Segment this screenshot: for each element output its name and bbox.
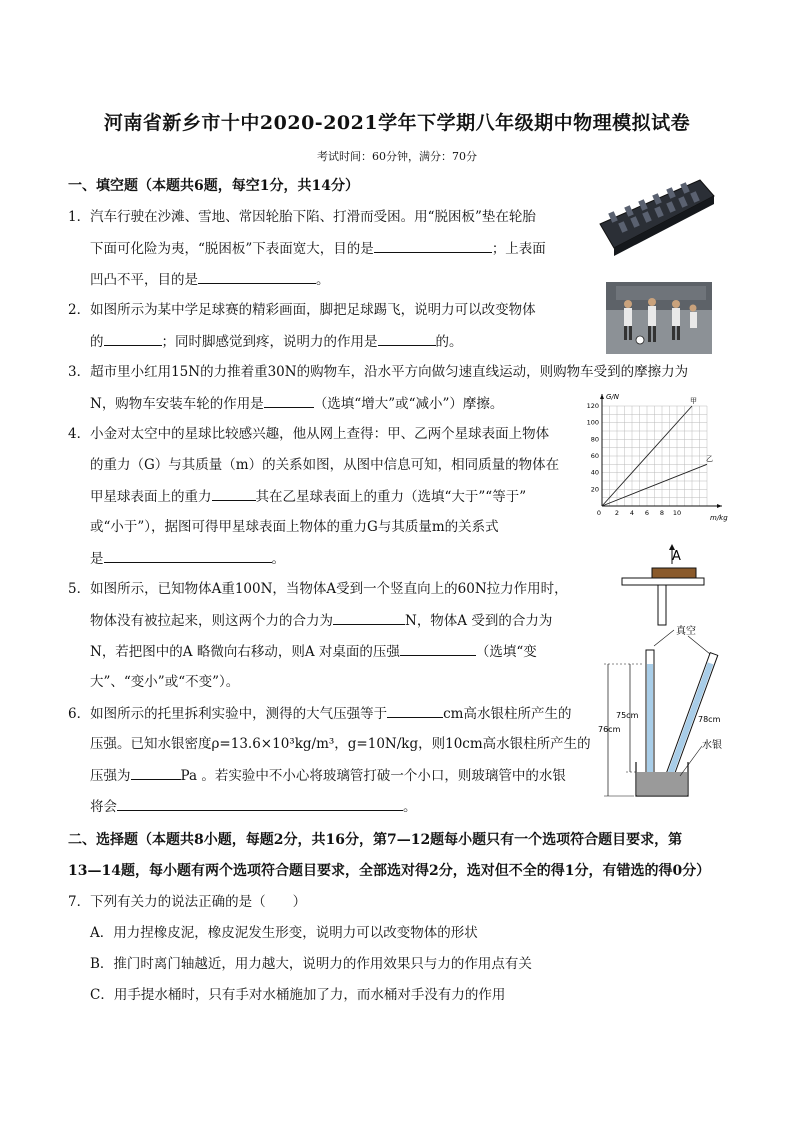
q4-line1: 4．小金对太空中的星球比较感兴趣，他从网上查得：甲、乙两个星球表面上物体	[68, 426, 550, 442]
q1-blank-1[interactable]	[374, 238, 492, 253]
q5-line4: 大”、“变小”或“不变”）。	[90, 674, 240, 690]
q7-option-a[interactable]: A．用力捏橡皮泥，橡皮泥发生形变，说明力可以改变物体的形状	[90, 925, 478, 941]
q6-blank-1[interactable]	[387, 703, 443, 718]
block-a-label: A	[672, 549, 681, 564]
mercury-label: 水银	[702, 740, 722, 751]
q3-line1: 3．超市里小红用15N的力推着重30N的购物车，沿水平方向做匀速直线运动，则购物车受到的摩擦力为	[68, 364, 689, 380]
q4-blank-1[interactable]	[212, 486, 256, 501]
q7-option-c[interactable]: C．用手提水桶时，只有手对水桶施加了力，而水桶对手没有力的作用	[90, 987, 506, 1003]
q7-option-b[interactable]: B．推门时离门轴越近，用力越大，说明力的作用效果只与力的作用点有关	[90, 956, 532, 972]
q4-line5: 是 。	[90, 548, 285, 569]
q6-line1: 6．如图所示的托里拆利实验中，测得的大气压强等于 cm高水银柱所产生的	[68, 703, 571, 724]
q5-line1: 5．如图所示，已知物体A重100N，当物体A受到一个竖直向上的60N拉力作用时，	[68, 581, 568, 597]
table-top	[622, 578, 704, 585]
x-tick: 0	[596, 509, 602, 517]
q3-line2: N，购物车安装车轮的作用是 （选填“增大”或“减小”）摩擦。	[90, 393, 503, 414]
x-tick: 4	[629, 509, 635, 517]
graph-series-jia: 甲	[690, 397, 697, 405]
x-tick: 10	[672, 509, 682, 517]
y-tick: 80	[590, 435, 599, 444]
q5-line3: N，若把图中的A 略微向右移动，则A 对桌面的压强 （选填“变	[90, 641, 537, 662]
g-m-graph	[580, 388, 730, 528]
q2-line2: 的 ；同时脚感觉到疼，说明力的作用是 的。	[90, 331, 463, 352]
section-1-heading: 一、填空题（本题共6题，每空1分，共14分）	[68, 178, 359, 194]
q6-blank-2[interactable]	[131, 765, 181, 780]
q5-blank-1[interactable]	[333, 610, 405, 625]
x-tick: 8	[659, 509, 665, 517]
q3-blank-2[interactable]	[264, 393, 314, 408]
q4-blank-2[interactable]	[104, 548, 272, 563]
y-tick: 100	[586, 418, 599, 427]
y-tick: 40	[590, 468, 599, 477]
q6-line4: 将会 。	[90, 796, 417, 817]
q5-line2: 物体没有被拉起来，则这两个力的合力为 N，物体A 受到的合力为	[90, 610, 552, 631]
q1-line3: 凹凸不平，目的是 。	[90, 269, 330, 290]
exam-info: 考试时间：60分钟，满分：70分	[317, 150, 477, 163]
table-leg	[658, 585, 666, 625]
q5-blank-3[interactable]	[400, 641, 476, 656]
q6-line2: 压强。已知水银密度ρ=13.6×10³kg/m³，g=10N/kg，则10cm高水银柱所产生的	[90, 736, 591, 752]
graph-y-label: G/N	[606, 393, 620, 401]
y-tick: 60	[590, 452, 599, 460]
block-a	[652, 568, 696, 578]
x-tick: 6	[644, 509, 650, 517]
height-76cm-label: 76cm	[598, 725, 621, 734]
q1-line2: 下面可化险为夷，“脱困板”下表面宽大，目的是 ；上表面	[90, 238, 546, 259]
q4-line3: 甲星球表面上的重力 其在乙星球表面上的重力（选填“大于”“等于”	[90, 486, 526, 507]
torricelli-experiment-figure	[598, 620, 734, 800]
y-tick: 120	[586, 402, 599, 410]
q1-line1: 1．汽车行驶在沙滩、雪地、常因轮胎下陷、打滑而受困。用“脱困板”垫在轮胎	[68, 209, 536, 225]
soccer-match-photo	[606, 282, 712, 354]
vacuum-label: 真空	[676, 626, 696, 637]
height-75cm-label: 75cm	[616, 711, 639, 720]
q6-blank-3[interactable]	[117, 796, 403, 811]
q7-stem: 7．下列有关力的说法正确的是（ ）	[68, 894, 307, 910]
section-2-heading-line1: 二、选择题（本题共8小题，每题2分，共16分，第7—12题每小题只有一个选项符合题目要求，第	[68, 832, 683, 848]
q2-blank-2[interactable]	[378, 331, 436, 346]
y-tick: 20	[590, 485, 599, 494]
q4-line4: 或“小于”），据图可得甲星球表面上物体的重力G与其质量m的关系式	[90, 519, 499, 535]
q4-line2: 的重力（G）与其质量（m）的关系如图，从图中信息可知，相同质量的物体在	[90, 457, 560, 473]
page-title: 河南省新乡市十中2020-2021学年下学期八年级期中物理模拟试卷	[103, 112, 691, 134]
length-78cm-label: 78cm	[698, 715, 721, 724]
section-2-heading-line2: 13—14题，每小题有两个选项符合题目要求，全部选对得2分，选对但不全的得1分，有错选的得0分）	[68, 863, 711, 879]
q2-line1: 2．如图所示为某中学足球赛的精彩画面，脚把足球踢飞，说明力可以改变物体	[68, 302, 536, 318]
anti-skid-board-image	[596, 172, 716, 264]
q2-blank-1[interactable]	[104, 331, 162, 346]
graph-series-yi: 乙	[706, 455, 713, 463]
q1-blank-2[interactable]	[198, 269, 316, 284]
x-tick: 2	[614, 509, 620, 517]
graph-x-label: m/kg	[710, 514, 728, 522]
q6-line3: 压强为 Pa 。若实验中不小心将玻璃管打破一个小口，则玻璃管中的水银	[90, 765, 566, 786]
